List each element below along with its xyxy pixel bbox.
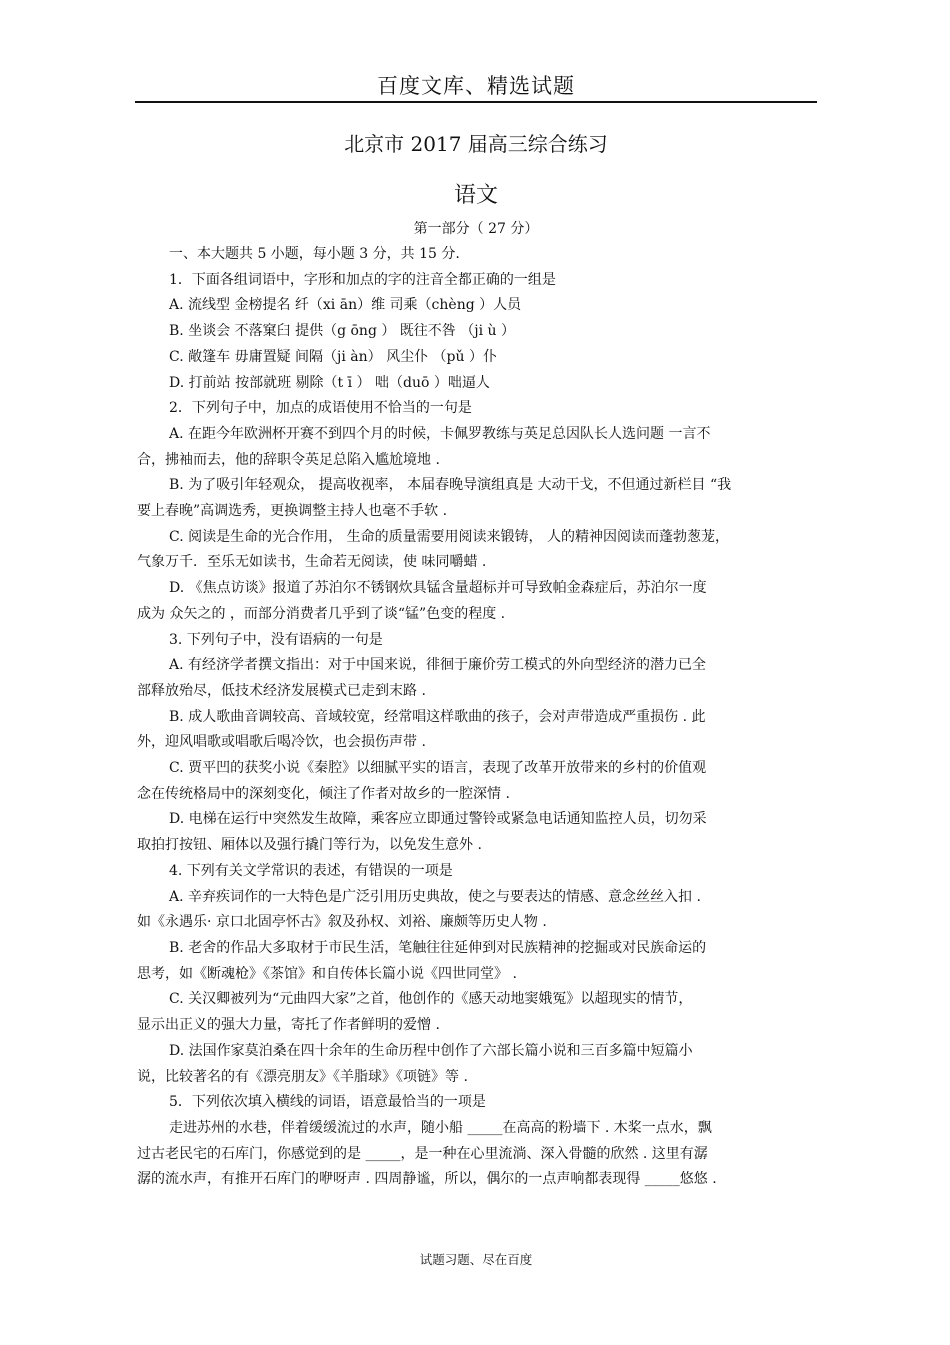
text-line: 要上春晚”高调选秀，更换调整主持人也毫不手软 . xyxy=(137,503,448,520)
text-line: A. 有经济学者撰文指出：对于中国来说，徘徊于廉价劳工模式的外向型经济的潜力已全 xyxy=(169,657,707,674)
page-header: 百度文库、精选试题 xyxy=(377,74,575,98)
text-line: 走进苏州的水巷，伴着缓缓流过的水声，随小船 _____在高高的粉墙下 . 木桨一点水，飘 xyxy=(169,1119,712,1136)
text-line: 如《永遇乐· 京口北固亭怀古》叙及孙权、刘裕、廉颇等历史人物 . xyxy=(137,914,547,931)
text-line: 气象万千．至乐无如读书，生命若无阅读，使 味同嚼蜡 . xyxy=(137,554,487,571)
text-line: 5．下列依次填入横线的词语，语意最恰当的一项是 xyxy=(169,1094,486,1111)
text-line: B. 为了吸引年轻观众， 提高收视率， 本届春晚导演组真是 大动干戈，不但通过新栏目 “我 xyxy=(169,477,732,494)
text-line: 1．下面各组词语中，字形和加点的字的注音全都正确的一组是 xyxy=(169,271,556,288)
text-line: D. 电梯在运行中突然发生故障，乘客应立即通过警铃或紧急电话通知监控人员，切勿采 xyxy=(169,811,707,828)
text-line: A. 流线型 金榜提名 纤（xi ān）维 司乘（chèng ）人员 xyxy=(169,297,522,314)
text-line: B. 坐谈会 不落窠臼 提供（g ōng ） 既往不咎 （ji ù ） xyxy=(169,323,515,340)
text-line: 过古老民宅的石库门，你感觉到的是 _____，是一种在心里流淌、深入骨髓的欣然 . 这里有潺 xyxy=(137,1145,708,1162)
text-line: C. 贾平凹的获奖小说《秦腔》以细腻平实的语言，表现了改革开放带来的乡村的价值观 xyxy=(169,760,707,777)
text-line: C. 敞篷车 毋庸置疑 间隔（ji àn） 风尘仆 （pǔ ）仆 xyxy=(169,348,497,365)
text-line: A. 辛弃疾词作的一大特色是广泛引用历史典故，使之与要表达的情感、意念丝丝入扣 . xyxy=(169,888,701,905)
text-line: 4. 下列有关文学常识的表述，有错误的一项是 xyxy=(169,862,453,879)
text-line: D. 打前站 按部就班 剔除（t ī ） 咄（duō ）咄逼人 xyxy=(169,374,490,391)
text-line: 说，比较著名的有《漂亮朋友》《羊脂球》《项链》等 . xyxy=(137,1068,468,1085)
text-line: C. 关汉卿被列为“元曲四大家”之首，他创作的《感天动地窦娥冤》以超现实的情节， xyxy=(169,991,693,1008)
text-line: 思考，如《断魂枪》《茶馆》和自传体长篇小说《四世同堂》 . xyxy=(137,965,517,982)
text-line: D. 法国作家莫泊桑在四十余年的生命历程中创作了六部长篇小说和三百多篇中短篇小 xyxy=(169,1042,693,1059)
text-line: B. 老舍的作品大多取材于市民生活，笔触往往延伸到对民族精神的挖掘或对民族命运的 xyxy=(169,939,707,956)
text-line: 部释放殆尽，低技术经济发展模式已走到末路 . xyxy=(137,682,426,699)
text-line: 成为 众矢之的 ，而部分消费者几乎到了谈“锰”色变的程度 . xyxy=(137,605,506,622)
text-line: B. 成人歌曲音调较高、音域较宽，经常唱这样歌曲的孩子，会对声带造成严重损伤 . 此 xyxy=(169,708,706,725)
text-line: C. 阅读是生命的光合作用， 生命的质量需要用阅读来锻铸， 人的精神因阅读而蓬勃葱茏， xyxy=(169,528,730,545)
text-line: 3. 下列句子中，没有语病的一句是 xyxy=(169,631,383,648)
text-line: 一、本大题共 5 小题，每小题 3 分，共 15 分. xyxy=(169,246,460,262)
exam-content xyxy=(137,242,817,1193)
text-line: 合，拂袖而去，他的辞职令英足总陷入尴尬境地 . xyxy=(137,451,440,468)
text-line: 潺的流水声，有推开石库门的咿呀声 . 四周静谧，所以，偶尔的一点声响都表现得 _____悠悠 . xyxy=(137,1171,717,1188)
page-footer: 试题习题、尽在百度 xyxy=(419,1252,533,1267)
text-line: 取拍打按钮、厢体以及强行撬门等行为，以免发生意外 . xyxy=(137,837,482,854)
header-divider xyxy=(135,101,817,103)
subject-title: 语文 xyxy=(453,183,498,208)
text-line: 念在传统格局中的深刻变化，倾注了作者对故乡的一腔深情 . xyxy=(137,785,510,802)
text-line: A. 在距今年欧洲杯开赛不到四个月的时候，卡佩罗教练与英足总因队长人选问题 一言不 xyxy=(169,425,711,442)
text-line: D. 《焦点访谈》报道了苏泊尔不锈钢炊具锰含量超标并可导致帕金森症后，苏泊尔一度 xyxy=(169,580,707,597)
text-line: 2．下列句子中，加点的成语使用不恰当的一句是 xyxy=(169,400,472,417)
text-line: 外，迎风唱歌或唱歌后喝冷饮，也会损伤声带 . xyxy=(137,734,426,751)
document-title: 北京市 2017 届高三综合练习 xyxy=(344,132,608,156)
text-line: 显示出正义的强大力量，寄托了作者鲜明的爱憎 . xyxy=(137,1017,440,1034)
part-heading: 第一部分（ 27 分） xyxy=(413,221,539,237)
